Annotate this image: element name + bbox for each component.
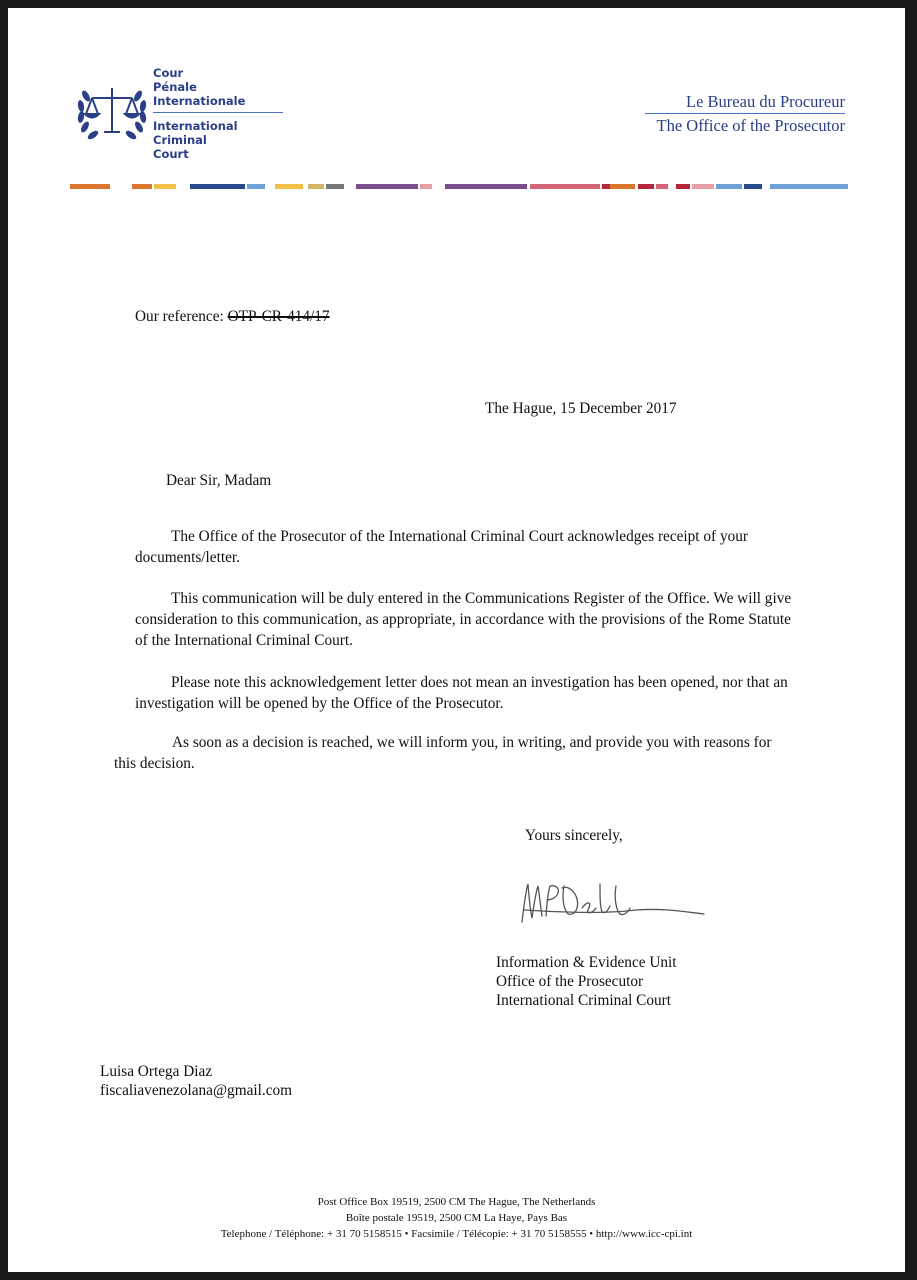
signatory-court: International Criminal Court: [496, 992, 672, 1009]
body-paragraph: [135, 526, 805, 568]
color-segment: [308, 184, 324, 189]
body-paragraph: [114, 732, 794, 774]
color-segment: [716, 184, 742, 189]
color-segment: [326, 184, 344, 189]
color-segment: [70, 184, 110, 189]
reference-line: [135, 306, 330, 327]
color-segment: [610, 184, 635, 189]
logo-text-criminal: Criminal: [153, 133, 207, 147]
logo-text-international: International: [153, 119, 238, 133]
color-segment: [247, 184, 265, 189]
signatory-unit: Information & Evidence Unit: [496, 954, 677, 971]
place-date: The Hague, 15 December 2017: [485, 400, 677, 417]
logo-text-cour: Cour: [153, 66, 184, 80]
body-paragraph: [135, 588, 805, 651]
salutation: Dear Sir, Madam: [166, 472, 272, 489]
color-segment: [356, 184, 418, 189]
paragraph-text: The Office of the Prosecutor of the International Criminal Court acknowledges receipt of your documents/letter.: [135, 528, 748, 566]
logo-divider: [153, 112, 283, 113]
color-segment: [445, 184, 527, 189]
color-segment: [190, 184, 245, 189]
paragraph-text: As soon as a decision is reached, we will inform you, in writing, and provide you with reasons for this decision.: [114, 734, 772, 772]
logo-text-penale: Pénale: [153, 80, 197, 94]
color-segment: [638, 184, 654, 189]
footer-contact: Telephone / Téléphone: + 31 70 5158515 • Facsimile / Télécopie: + 31 70 5158555 • http://www.icc-cpi.int: [220, 1228, 693, 1240]
decorative-color-bar: [70, 184, 848, 190]
color-segment: [420, 184, 432, 189]
logo-text-court: Court: [153, 147, 189, 161]
footer-address-en: Post Office Box 19519, 2500 CM The Hague, The Netherlands: [317, 1196, 596, 1208]
color-segment: [770, 184, 848, 189]
color-segment: [275, 184, 303, 189]
office-header: [645, 90, 845, 137]
color-segment: [744, 184, 762, 189]
signatory-block: [496, 953, 677, 1010]
closing: Yours sincerely,: [525, 827, 623, 844]
signatory-office: Office of the Prosecutor: [496, 973, 644, 990]
reference-label: Our reference:: [135, 308, 228, 325]
icc-scales-emblem-icon: [72, 74, 152, 154]
reference-number: OTP-CR-414/17: [227, 308, 330, 325]
handwritten-signature: [516, 870, 706, 930]
bureau-title-en: The Office of the Prosecutor: [656, 116, 845, 135]
bureau-title-fr: Le Bureau du Procureur: [686, 92, 845, 111]
recipient-name: Luisa Ortega Diaz: [100, 1063, 213, 1080]
color-segment: [154, 184, 176, 189]
paragraph-text: Please note this acknowledgement letter does not mean an investigation has been opened, nor that an investigation will be opened by the Office of the Prosecutor.: [135, 674, 788, 712]
color-segment: [692, 184, 714, 189]
color-segment: [530, 184, 600, 189]
footer-address-fr: Boîte postale 19519, 2500 CM La Haye, Pays Bas: [345, 1212, 568, 1224]
letter-page: [8, 8, 905, 1272]
recipient-block: [100, 1062, 292, 1100]
paragraph-text: This communication will be duly entered in the Communications Register of the Office. We will give consideration to this communication, as appropriate, in accordance with the provisions of the Rome Statute of the International Criminal Court.: [135, 590, 792, 649]
body-paragraph: [135, 672, 805, 714]
footer-address: [8, 1194, 905, 1242]
recipient-email: fiscaliavenezolana@gmail.com: [100, 1082, 293, 1099]
icc-logo-wordmark: [153, 66, 293, 161]
color-segment: [676, 184, 690, 189]
logo-text-internationale: Internationale: [153, 94, 246, 108]
color-segment: [132, 184, 152, 189]
color-segment: [656, 184, 668, 189]
